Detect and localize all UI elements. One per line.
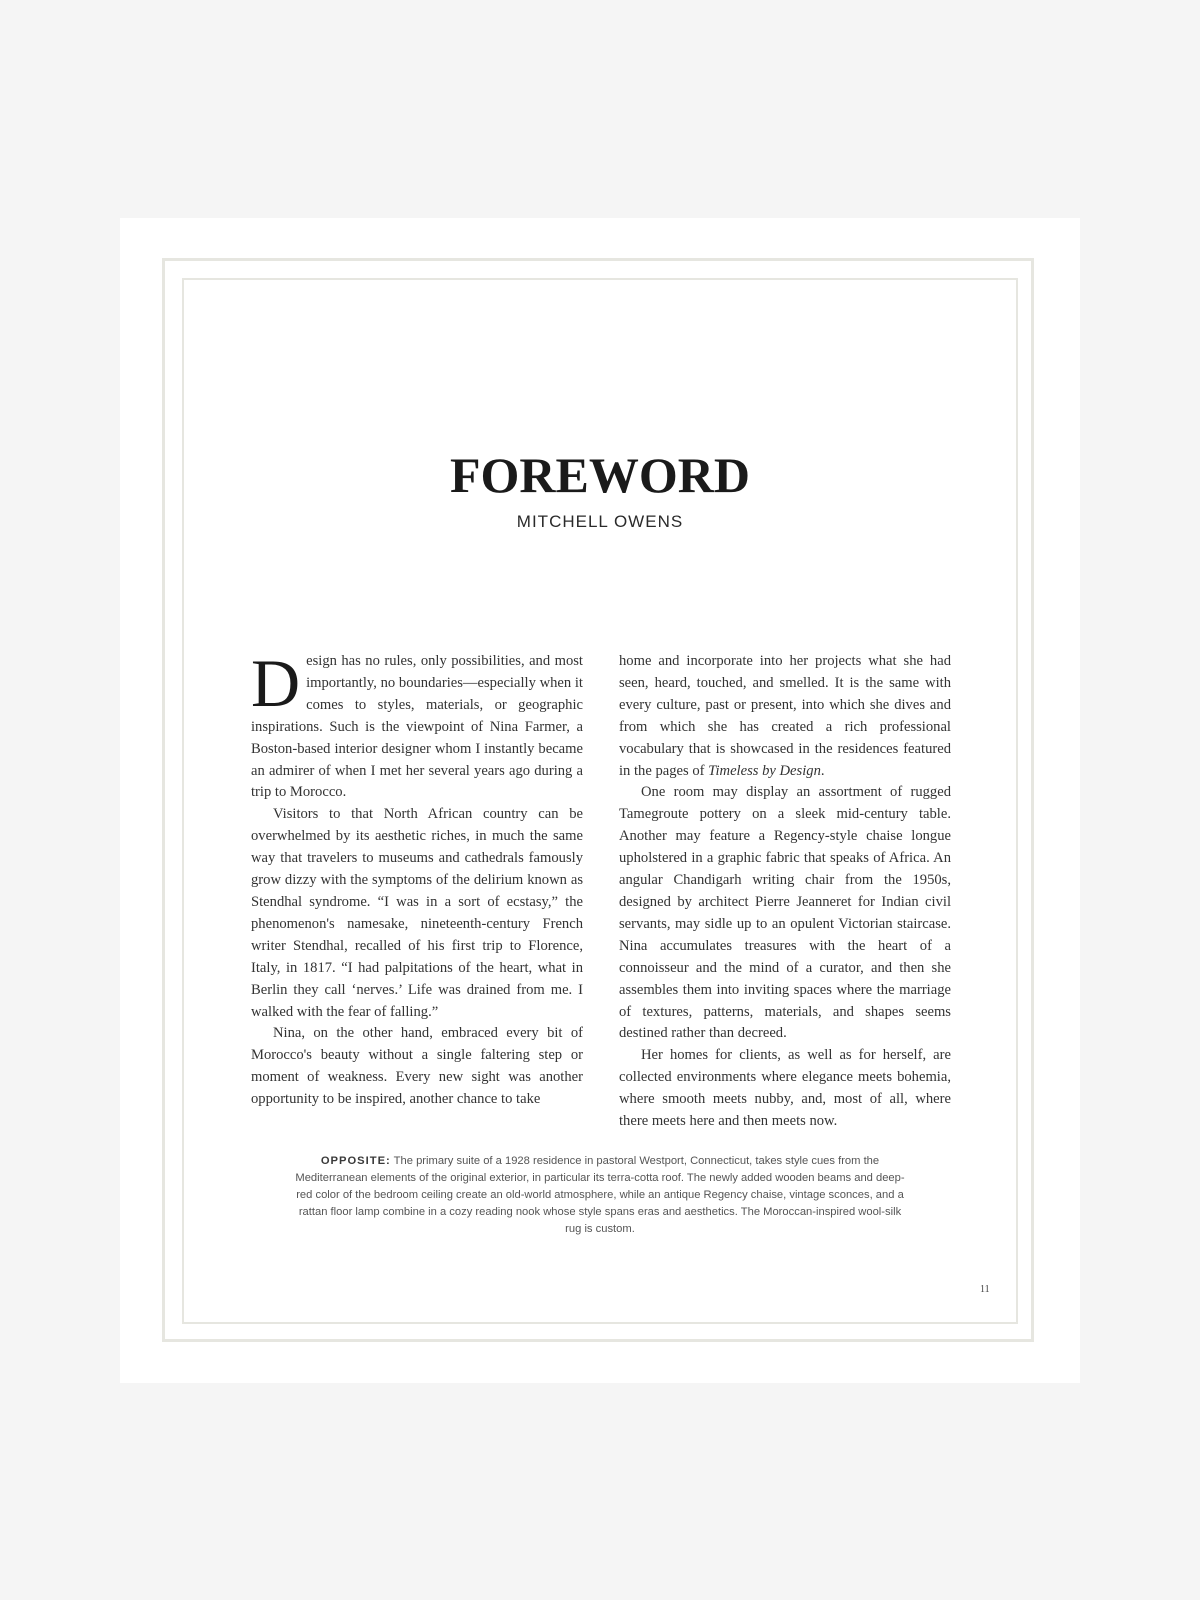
book-page <box>120 218 1080 1383</box>
caption-label: OPPOSITE: <box>320 1155 391 1167</box>
text-column-left <box>251 645 583 1111</box>
paragraph: One room may display an assortment of rugged Tamegroute pottery on a sleek mid-century table. Another may feature a Regency-style chaise longue upholstered in a graphic fabric that speaks of Africa. An angular Chandigarh writing chair from the 1950s, designed by architect Pierre Jeanneret for Indian civil servants, may sidle up to an opulent Victorian staircase. Nina accumulates treasures with the heart of a connoisseur and the mind of a curator, and then she assembles them into inviting spaces where the marriage of textures, patterns, materials, and shapes seems destined rather than decreed. <box>619 784 951 1042</box>
text-column-right <box>619 651 951 1133</box>
paragraph <box>619 651 951 782</box>
paragraph <box>251 645 583 804</box>
paragraph-text: home and incorporate into her projects what she had seen, heard, touched, and smelled. It is the same with every culture, past or present, into which she dives and from which she has created a rich professional vocabulary that is showcased in the residences featured in the pages of <box>619 653 951 779</box>
paragraph: Visitors to that North African country can be overwhelmed by its aesthetic riches, in much the same way that travelers to museums and cathedrals famously grow dizzy with the symptoms of the delirium known as Stendhal syndrome. “I was in a sort of ecstasy,” the phenomenon's namesake, nineteenth-century French writer Stendhal, recalled of his first trip to Florence, Italy, in 1817. “I had palpitations of the heart, what in Berlin they call ‘nerves.’ Life was drained from me. I walked with the fear of falling.” <box>251 806 583 1020</box>
drop-cap: D <box>251 645 301 721</box>
page-title: FOREWORD <box>450 447 750 503</box>
paragraph: Nina, on the other hand, embraced every bit of Morocco's beauty without a single faltering step or moment of weakness. Every new sight was another opportunity to be inspired, another chance to take <box>251 1025 583 1108</box>
paragraph-text-end: . <box>820 762 825 779</box>
photo-caption <box>290 1153 910 1238</box>
paragraph-text: esign has no rules, only possibilities, and most importantly, no boundaries—especially when it comes to styles, materials, or geographic inspirations. Such is the viewpoint of Nina Farmer, a Boston-based interior designer whom I instantly became an admirer of when I met her several years ago during a trip to Morocco. <box>251 653 583 801</box>
book-title-italic: Timeless by Design <box>708 762 821 779</box>
page-number: 11 <box>980 1284 990 1295</box>
caption-text: The primary suite of a 1928 residence in pastoral Westport, Connecticut, takes style cues from the Mediterranean elements of the original exterior, in particular its terra-cotta roof. The newly added wooden beams and deep-red color of the bedroom ceiling create an old-world atmosphere, while an antique Regency chaise, vintage sconces, and a rattan floor lamp combine in a cozy reading nook whose style spans eras and aesthetics. The Moroccan-inspired wool-silk rug is custom. <box>295 1155 905 1235</box>
paragraph: Her homes for clients, as well as for herself, are collected environments where elegance meets bohemia, where smooth meets nubby, and, most of all, where there meets here and then meets now. <box>619 1047 951 1130</box>
author-name: MITCHELL OWENS <box>516 512 684 531</box>
